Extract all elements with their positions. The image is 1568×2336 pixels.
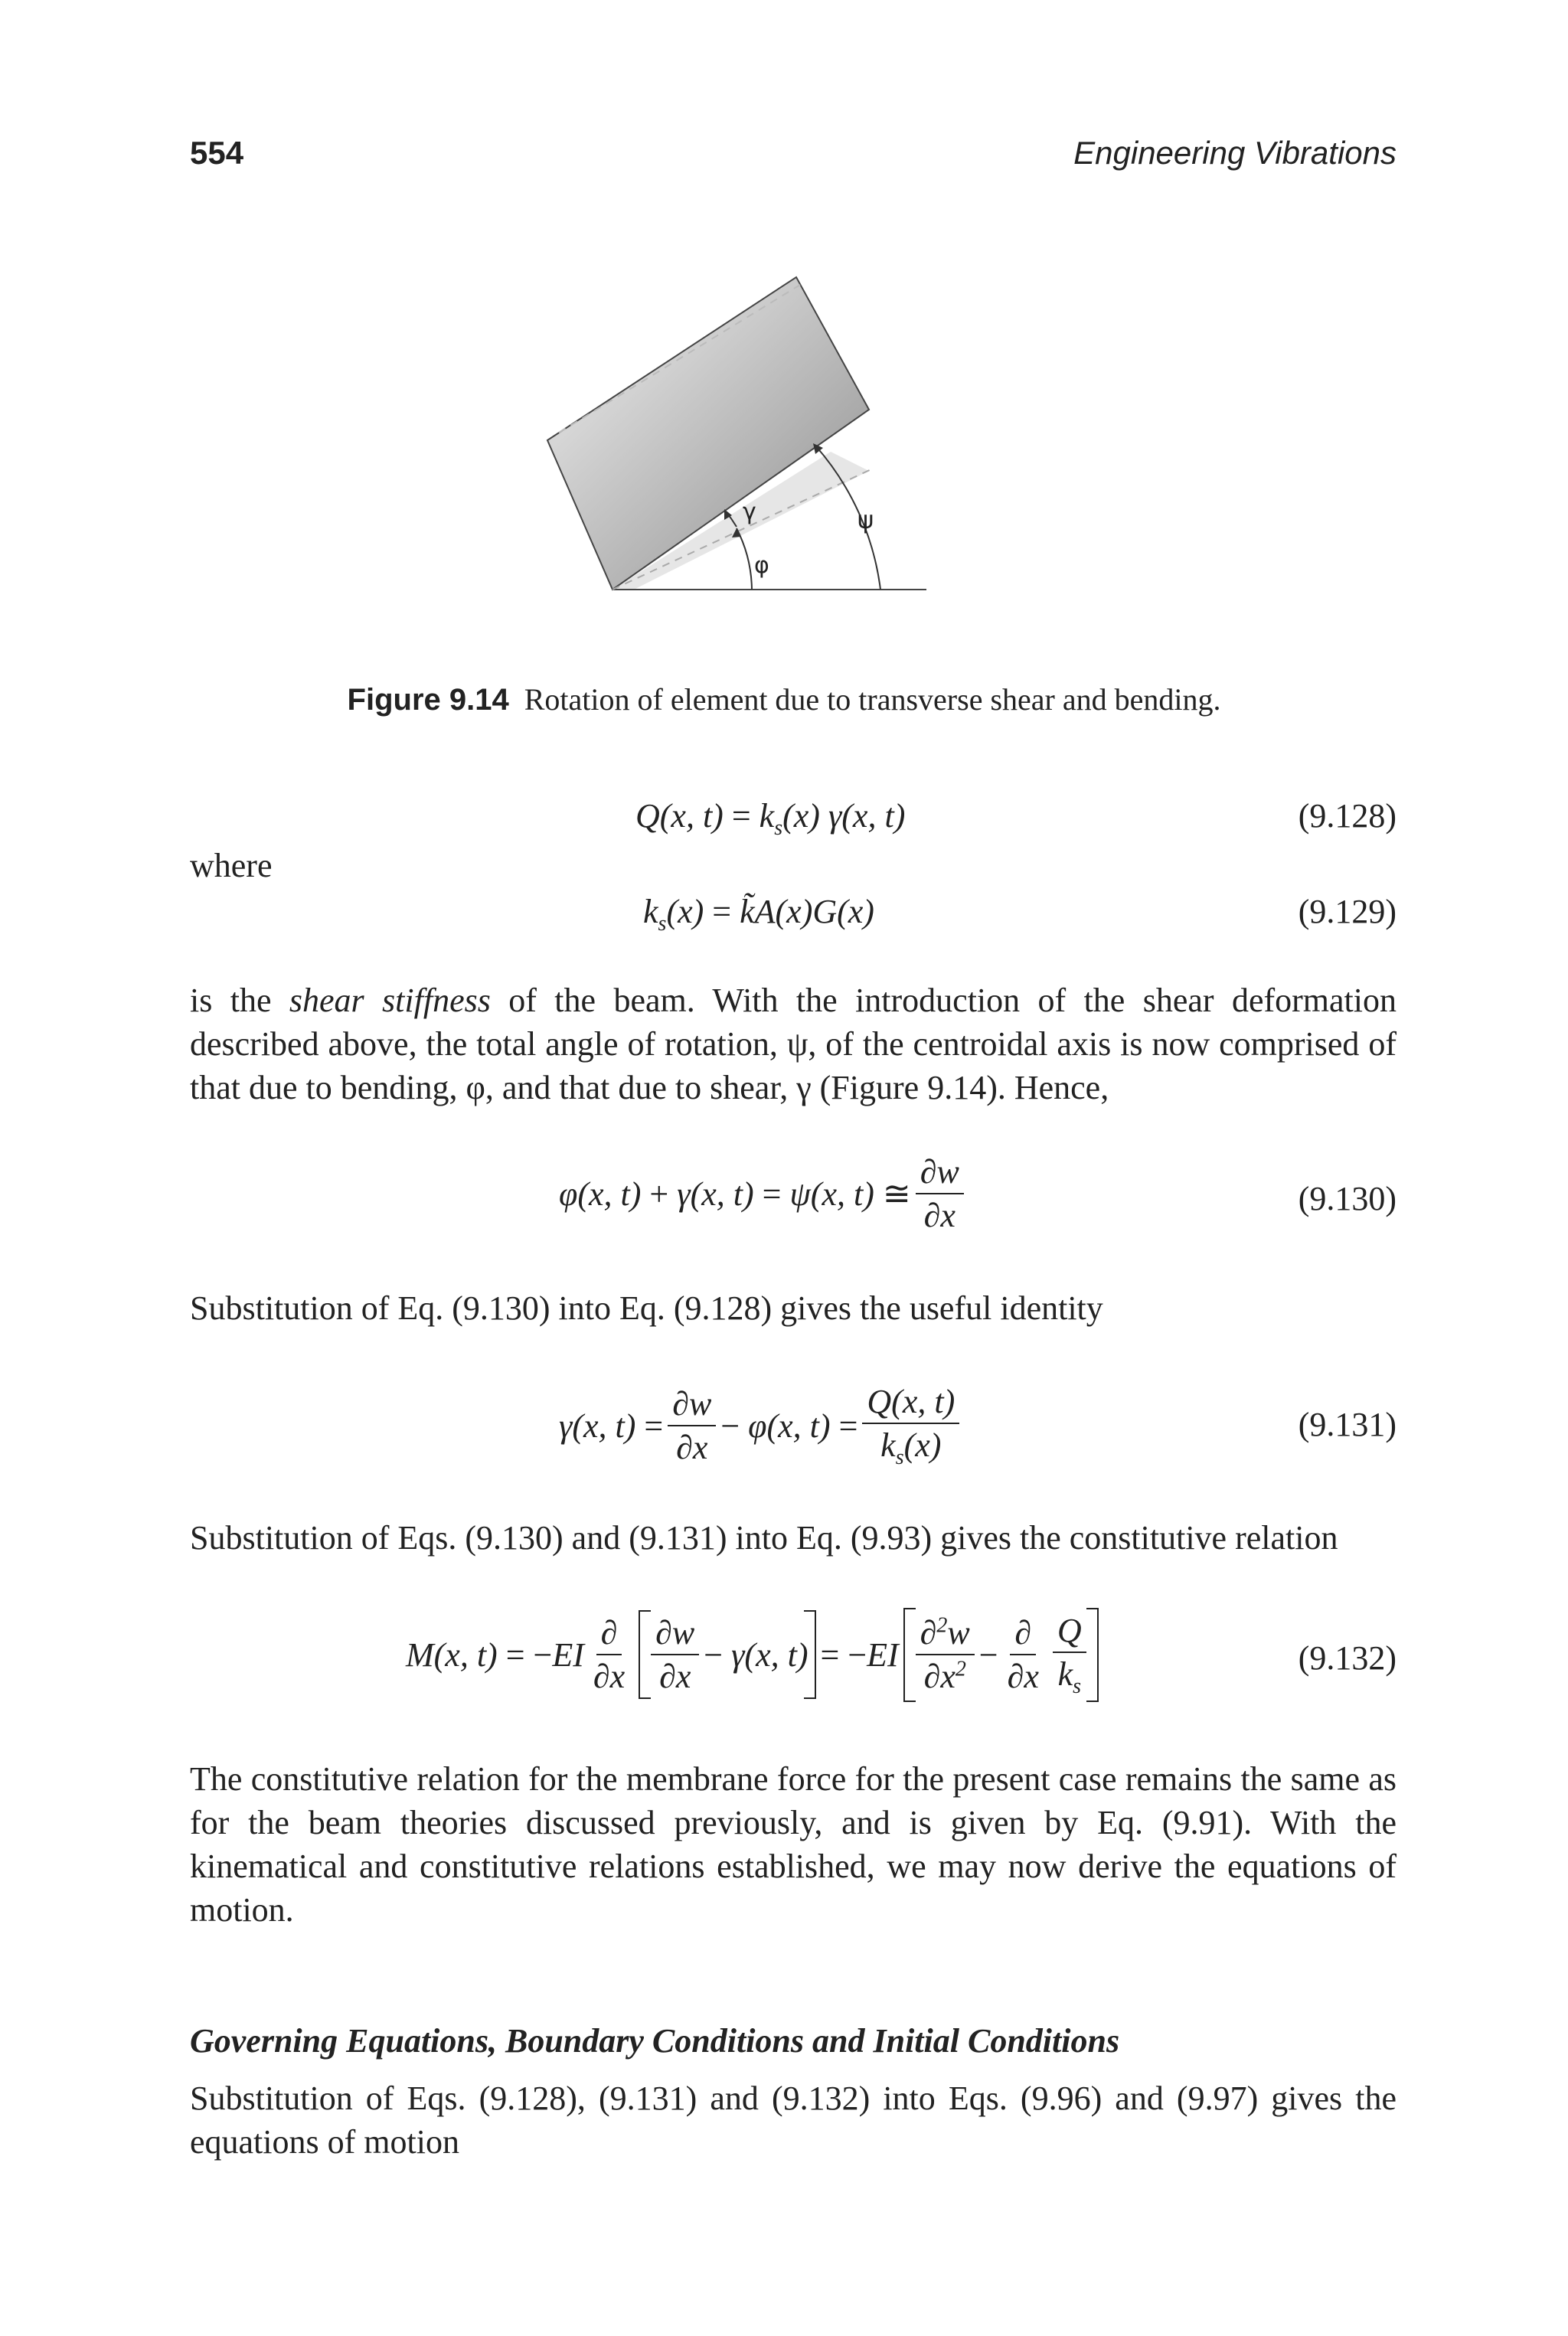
equation-number-9-132: (9.132) <box>1298 1639 1396 1677</box>
section-subheading: Governing Equations, Boundary Conditions and Initial Conditions <box>190 2022 1120 2060</box>
page-number: 554 <box>190 135 244 171</box>
paragraph-identity: Substitution of Eq. (9.130) into Eq. (9.128) gives the useful identity <box>190 1289 1103 1327</box>
equation-number-9-129: (9.129) <box>1298 893 1396 930</box>
phi-label: φ <box>754 552 769 579</box>
equation-number-9-130: (9.130) <box>1298 1180 1396 1217</box>
gamma-label: γ <box>743 498 756 525</box>
paragraph-equations-of-motion: Substitution of Eqs. (9.128), (9.131) and (9.132) into Eqs. (9.96) and (9.97) gives the equations of motion <box>190 2080 1396 2161</box>
equation-number-9-128: (9.128) <box>1298 797 1396 835</box>
paragraph-shear-stiffness: is the shear stiffness of the beam. With the introduction of the shear deformation described above, the total angle of rotation, ψ, of the centroidal axis is now comprised of that due to bending, φ, and that due to shear, γ (Figure 9.14). Hence, <box>190 982 1396 1106</box>
caption-text: Rotation of element due to transverse shear and bending. <box>524 682 1221 717</box>
psi-label: ψ <box>858 505 874 534</box>
equation-9-132: M(x, t) = − EI $\frac{\partial}{\partial x}$ $\frac{\partial w}{\partial x}$ − γ(x, t) = − EI $\frac{\partial^2w}{\partial x^2}$ − $\frac{\partial}{\partial x}$ $\frac{Q}{k_s}$ <box>406 1608 1103 1702</box>
equation-9-131: γ(x, t) = $\frac{\partial w}{\partial x}$ − φ(x, t) = $\frac{Q(x, t)}{k_s(x)}$ <box>559 1382 964 1470</box>
paragraph-membrane: The constitutive relation for the membrane force for the present case remains the same as for the beam theories discussed previously, and is given by Eq. (9.91). With the kinematical and constitutive relations established, we may now derive the equations of motion. <box>190 1760 1396 1929</box>
equation-9-129: $k_s(x)$ = k̃A(x)G(x) <box>643 893 874 936</box>
caption-label: Figure 9.14 <box>347 683 509 717</box>
phi-arc <box>737 528 752 590</box>
equation-9-130: φ(x, t) + γ(x, t) = ψ(x, t) ≅ $\frac{\partial w}{\partial x}$ <box>559 1152 969 1235</box>
equation-number-9-131: (9.131) <box>1298 1406 1396 1443</box>
beam-rotation-figure <box>536 268 934 597</box>
figure-caption <box>0 681 1568 717</box>
paragraph-constitutive: Substitution of Eqs. (9.130) and (9.131) into Eq. (9.93) gives the constitutive relation <box>190 1519 1338 1557</box>
equation-9-128: Q(x, $t) = k_s(x)$ γ(x, t) <box>635 797 906 840</box>
where-text: where <box>190 847 273 884</box>
running-header: Engineering Vibrations <box>1073 135 1396 171</box>
